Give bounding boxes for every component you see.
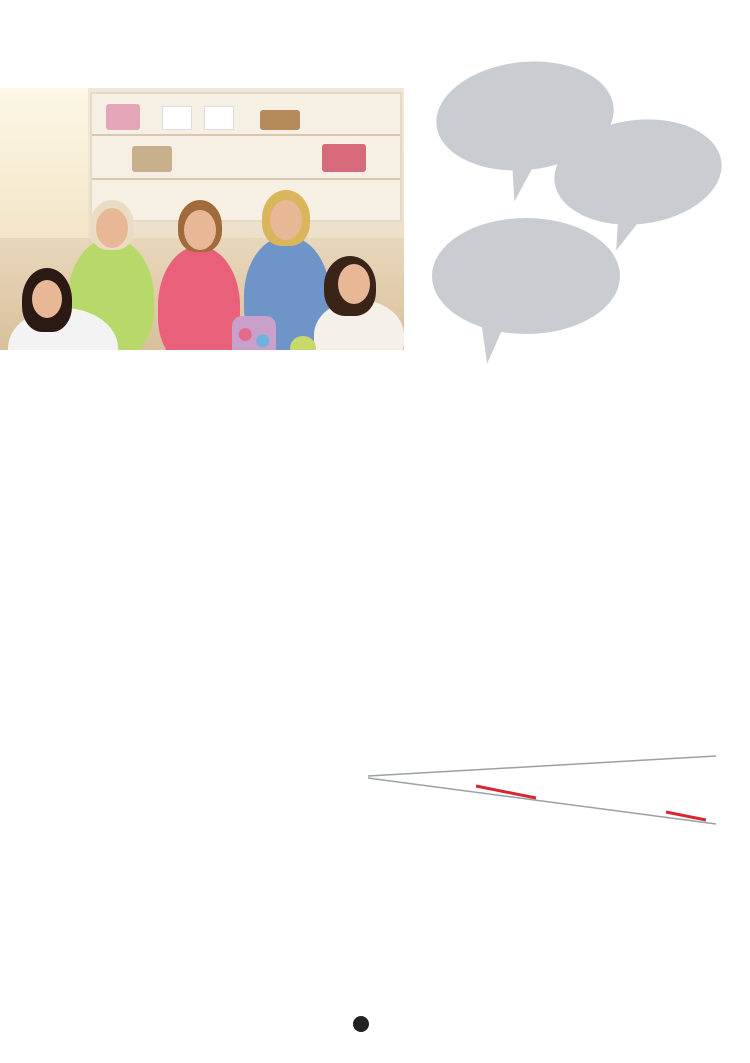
photo-shelf <box>90 92 402 222</box>
quote-bubble-3 <box>432 218 620 334</box>
photo-window <box>0 88 88 238</box>
knitting-group-photo <box>0 88 404 350</box>
rainbow-heart-illustration <box>366 748 718 1038</box>
button-jar <box>232 316 276 350</box>
knitted-heart-icon <box>366 748 718 1038</box>
page-number <box>353 1016 369 1032</box>
